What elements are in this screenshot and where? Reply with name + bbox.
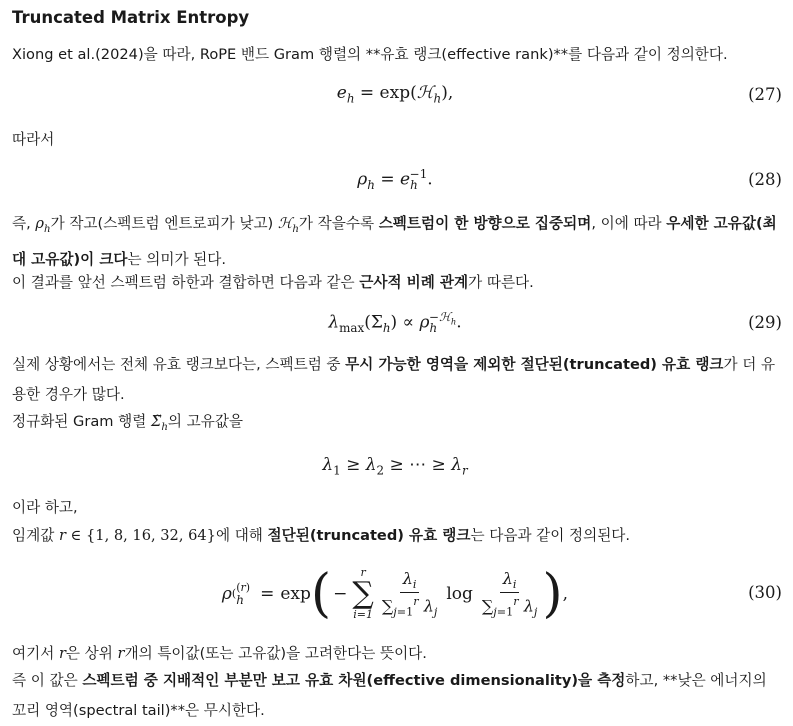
equation-number-29: (29) bbox=[748, 313, 782, 332]
paragraph-r-meaning: 여기서 r은 상위 r개의 특이값(또는 고유값)을 고려한다는 뜻이다. bbox=[12, 645, 427, 662]
equation-number-28: (28) bbox=[748, 170, 782, 189]
paragraph-interpretation: 즉, $\rho_h$가 작고(스펙트럼 엔트로피가 낮고) ℋ$_h$가 작을수록 스펙트럼이 한 방향으로 집중되며, 이에 따라 우세한 고유값(최대 고유값)이 크다는 의미가 된다. bbox=[12, 215, 777, 268]
thus-text: 따라서 bbox=[12, 131, 55, 148]
intro-paragraph: Xiong et al.(2024)을 따라, RoPE 밴드 Gram 행렬의 **유효 랭크(effective rank)**를 다음과 같이 정의한다. bbox=[12, 46, 728, 63]
paragraph-combine: 이 결과를 앞선 스펙트럼 하한과 결합하면 다음과 같은 근사적 비례 관계가 따른다. bbox=[12, 274, 534, 291]
equation-28: $\rho_h = e_h^{-1}$. bbox=[357, 167, 433, 193]
paragraph-threshold: 임계값 r ∈ {1, 8, 16, 32, 64}에 대해 절단된(truncated) 유효 랭크는 다음과 같이 정의된다. bbox=[12, 527, 631, 544]
paragraph-normalized-gram: 정규화된 Gram 행렬 $\Sigmã_h$의 고유값을 bbox=[12, 413, 244, 433]
equation-30: ρ ( (r) h = exp ( − r ∑ i=1 $\frac{\lambda_i}{\sum_{j=1}^r \lambda_j}$ log $\frac{\lambda_i}{\sum_{j=1}^r \lambda_j}$ ) , bbox=[221, 564, 569, 624]
equation-number-27: (27) bbox=[748, 85, 782, 104]
eigenvalue-ordering: $\lambda_1 \ge \lambda_2$ ≥ ⋯ ≥ $\lambda_r$ bbox=[322, 455, 468, 478]
paragraph-truncated-motivation: 실제 상황에서는 전체 유효 랭크보다는, 스펙트럼 중 무시 가능한 영역을 제외한 절단된(truncated) 유효 랭크가 더 유용한 경우가 많다. bbox=[12, 356, 776, 403]
equation-27: $e_h$ = exp(ℋ$_h$), bbox=[336, 83, 454, 106]
then-text: 이라 하고, bbox=[12, 499, 78, 516]
paragraph-summary: 즉 이 값은 스펙트럼 중 지배적인 부분만 보고 유효 차원(effective dimensionality)을 측정하고, **낮은 에너지의 꼬리 영역(spectral tail)**은 무시한다. bbox=[12, 672, 767, 719]
equation-number-30: (30) bbox=[748, 583, 782, 602]
equation-29: $\lambda_{max}(\Sigma_h) \propto \rho_h^{-ℋ_h}$. bbox=[328, 310, 462, 336]
section-title: Truncated Matrix Entropy bbox=[12, 8, 250, 27]
